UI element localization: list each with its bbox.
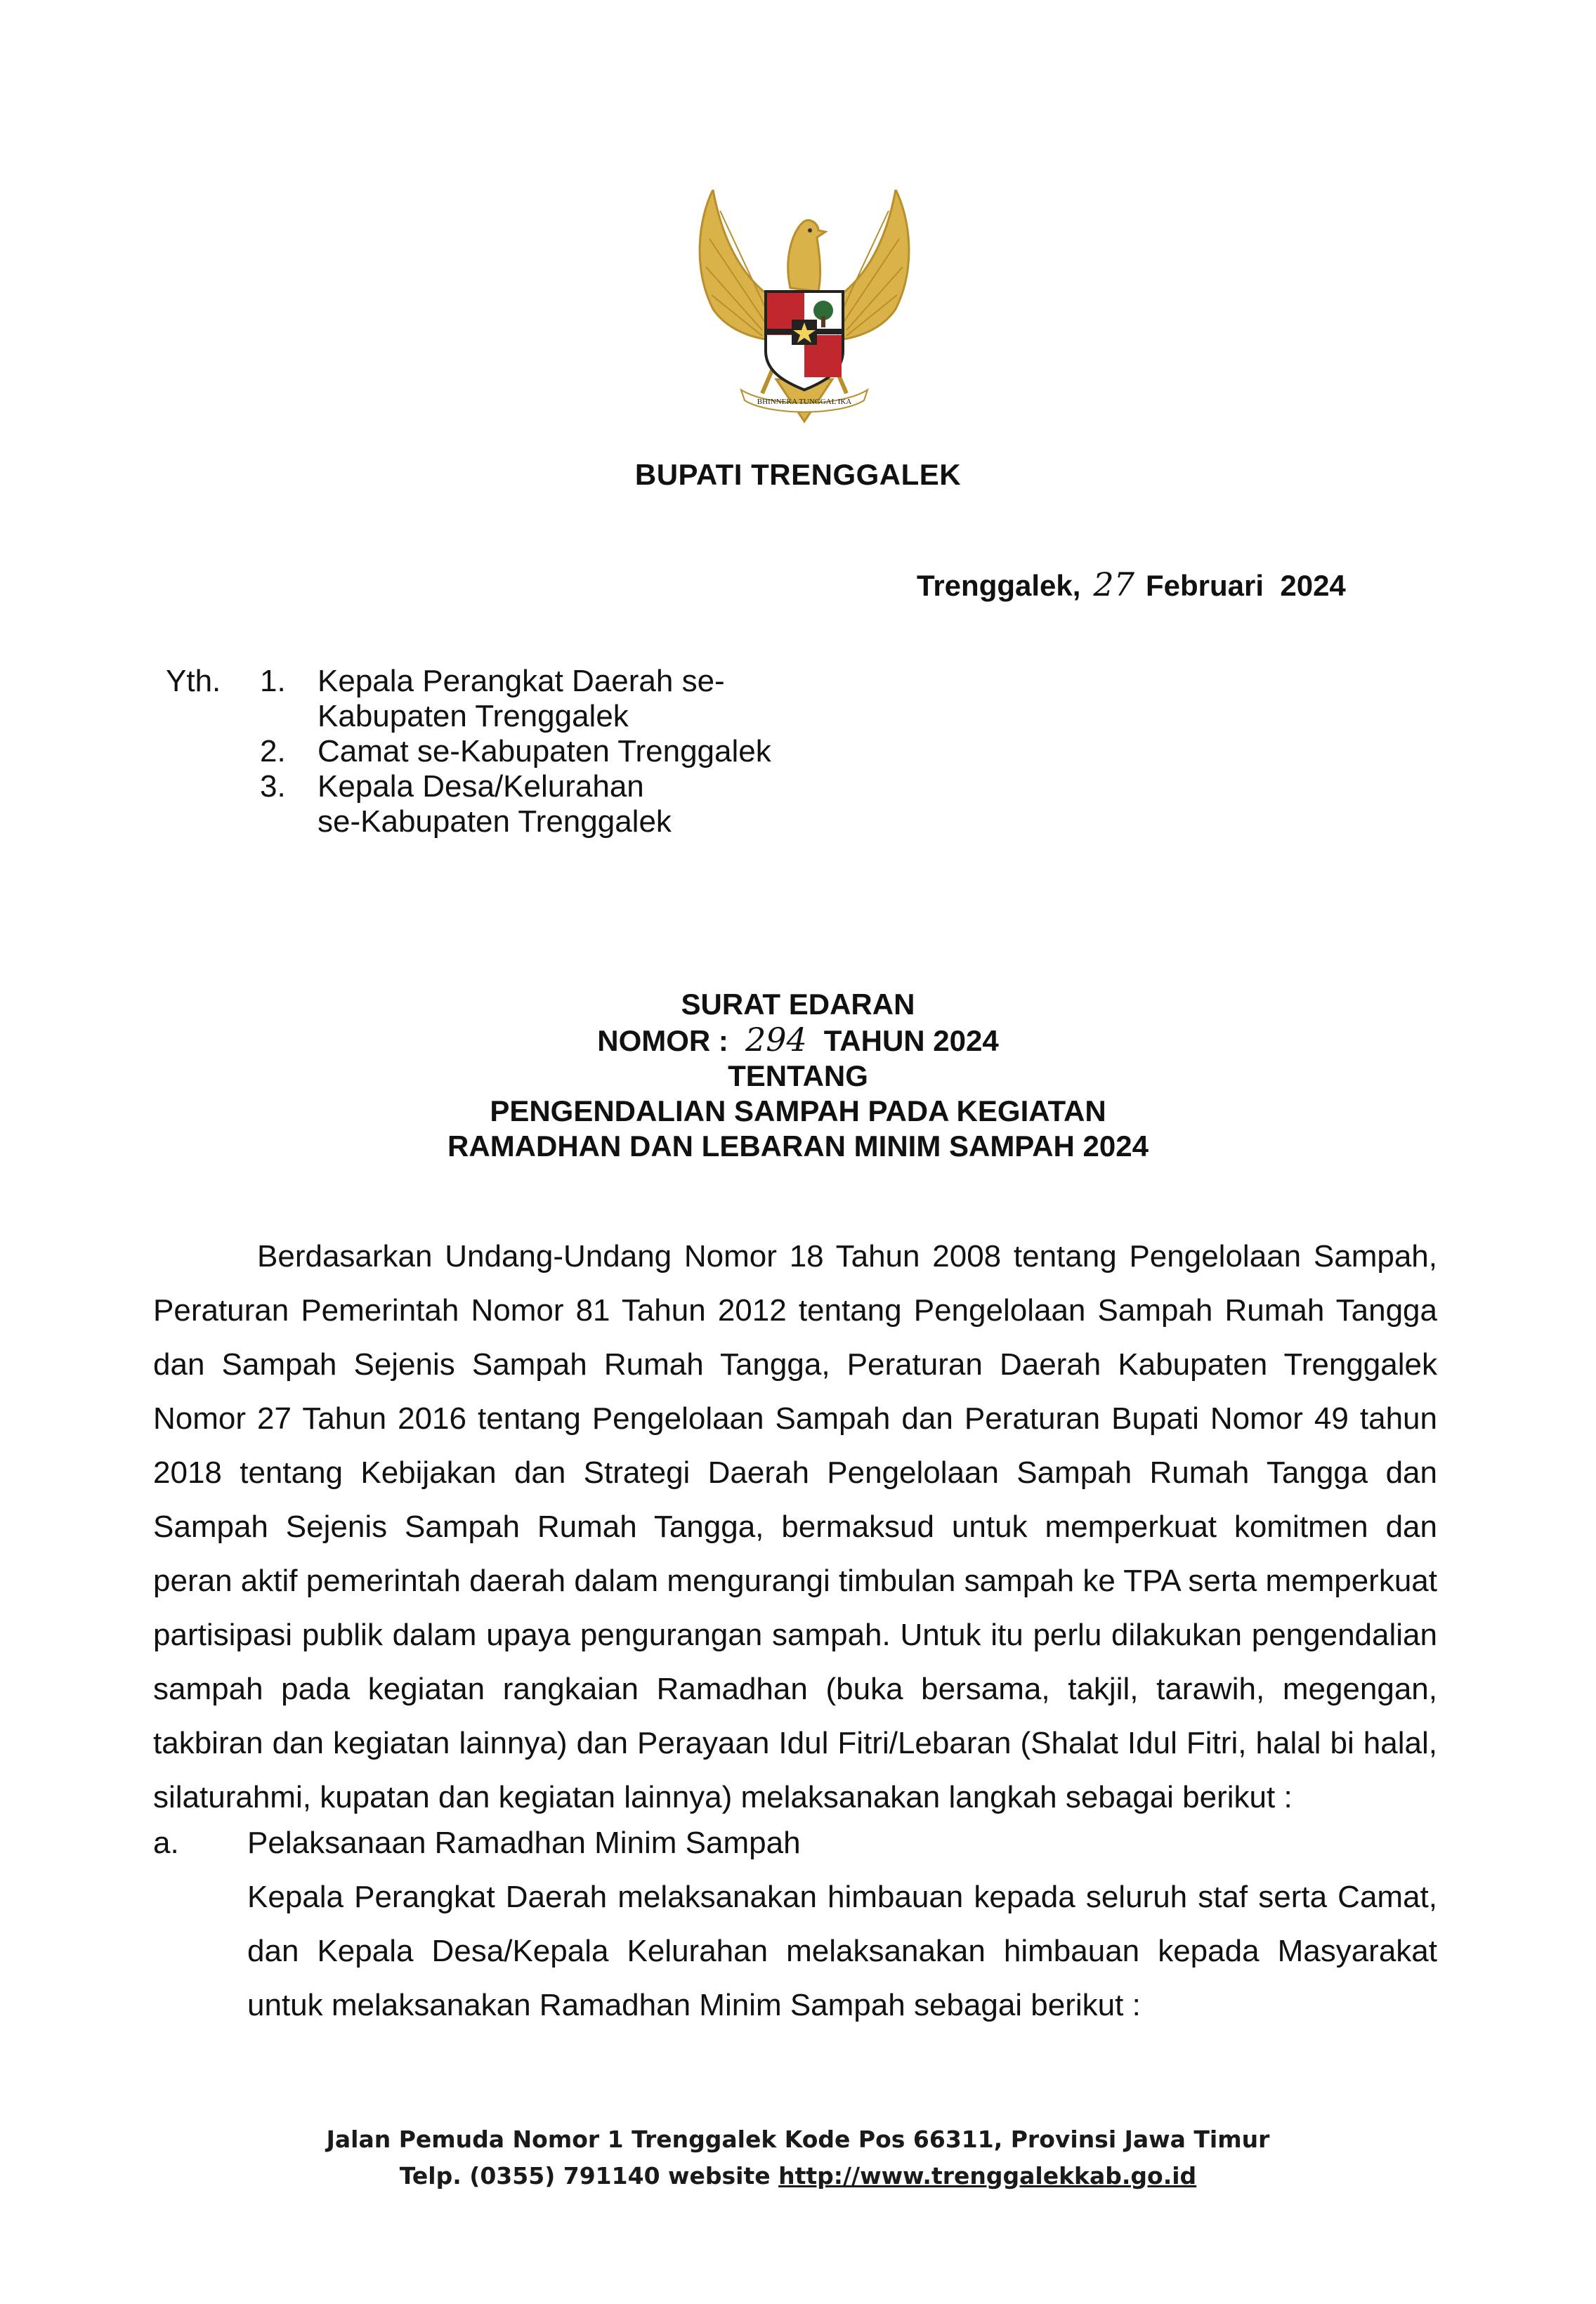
footer-address: Jalan Pemuda Nomor 1 Trenggalek Kode Pos 66311, Provinsi Jawa Timur: [326, 2126, 1270, 2153]
dateline-day-handwritten: 27: [1093, 565, 1134, 603]
dateline-place: Trenggalek,: [917, 569, 1081, 602]
point-a-text: Kepala Perangkat Daerah melaksanakan himbauan kepada seluruh staf serta Camat, dan Kepala Desa/Kepala Kelurahan melaksanakan himbauan kepada Masyarakat untuk melaksanakan Ramadhan Minim Sampah sebagai berikut :: [247, 1880, 1437, 2022]
recipients-list: [260, 664, 892, 839]
document-type: SURAT EDARAN: [681, 988, 915, 1021]
recipients-label: Yth.: [166, 664, 221, 698]
footer-website-link[interactable]: http://www.trenggalekkab.go.id: [778, 2162, 1197, 2190]
emblem-motto: BHINNEKA TUNGGAL IKA: [757, 398, 852, 406]
footer-contact: Telp. (0355) 791140 website http://www.trenggalekkab.go.id: [399, 2162, 1197, 2190]
body-paragraph: Berdasarkan Undang-Undang Nomor 18 Tahun 2008 tentang Pengelolaan Sampah, Peraturan Pemerintah Nomor 81 Tahun 2012 tentang Pengelolaan Sampah Rumah Tangga dan Sampah Sejenis Sampah Rumah Tangga, Peraturan Daerah Kabupaten Trenggalek Nomor 27 Tahun 2016 tentang Pengelolaan Sampah dan Peraturan Bupati Nomor 49 tahun 2018 tentang Kebijakan dan Strategi Daerah Pengelolaan Sampah Rumah Tangga dan Sampah Sejenis Sampah Rumah Tangga, bermaksud untuk memperkuat komitmen dan peran aktif pemerintah daerah dalam mengurangi timbulan sampah ke TPA serta memperkuat partisipasi publik dalam upaya pengurangan sampah. Untuk itu perlu dilakukan pengendalian sampah pada kegiatan rangkaian Ramadhan (buka bersama, takjil, tarawih, megengan, takbiran dan kegiatan lainnya) dan Perayaan Idul Fitri/Lebaran (Shalat Idul Fitri, halal bi halal, silaturahmi, kupatan dan kegiatan lainnya) melaksanakan langkah sebagai berikut :: [153, 1239, 1437, 1814]
dateline-month-year: Februari 2024: [1145, 569, 1346, 602]
point-a-title: Pelaksanaan Ramadhan Minim Sampah: [247, 1826, 801, 1860]
document-number-line: NOMOR : 294 TAHUN 2024: [597, 1021, 999, 1059]
document-subject-line1: PENGENDALIAN SAMPAH PADA KEGIATAN: [490, 1094, 1106, 1127]
letterhead-footer: [0, 2121, 1596, 2194]
circular-heading: [0, 987, 1596, 1164]
document-about: TENTANG: [728, 1059, 868, 1092]
recipient-item: 2. Camat se-Kabupaten Trenggalek: [260, 734, 771, 768]
recipient-item: 1. Kepala Perangkat Daerah se- Kabupaten Trenggalek: [260, 664, 725, 733]
recipient-item: 3. Kepala Desa/Kelurahan se-Kabupaten Trenggalek: [260, 769, 672, 839]
office-title: BUPATI TRENGGALEK: [634, 458, 962, 491]
body-text: [153, 1229, 1437, 1824]
document-subject-line2: RAMADHAN DAN LEBARAN MINIM SAMPAH 2024: [447, 1130, 1149, 1163]
dateline: [917, 565, 1346, 603]
shield-icon: [766, 292, 843, 390]
document-number-handwritten: 294: [745, 1021, 807, 1059]
point-a-letter: a.: [153, 1826, 179, 1860]
garuda-emblem-icon: [685, 190, 924, 436]
